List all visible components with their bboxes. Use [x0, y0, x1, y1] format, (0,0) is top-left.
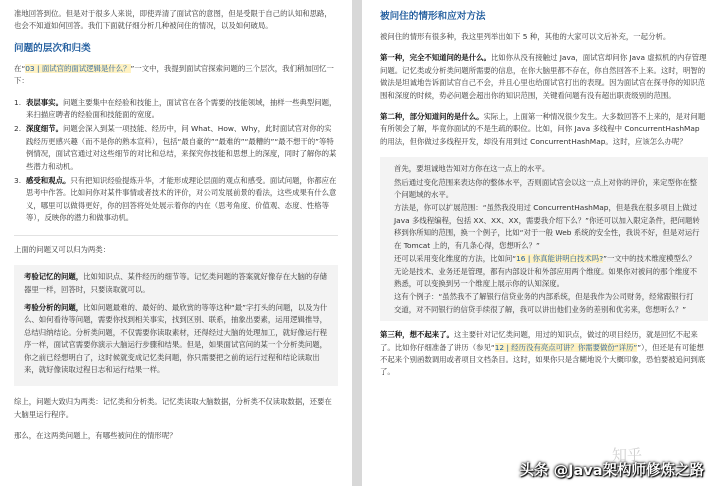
- right-page: [362, 0, 720, 486]
- card-paragraph: 考验记忆的问题，比如知识点、某件经历的细节等。记忆类问题的答案就好像存在大脑的存储器里一样，回答时，只要读取就可以。: [24, 272, 328, 294]
- list-number: 2.: [14, 124, 22, 134]
- background-watermark: 知乎: [612, 446, 643, 464]
- quote-paragraph: 还可以采用变化维度的方法，比如问“16 | 你真能讲明白技术吗?”一文中的技术维度模型么？无论是技术、业务还是管理，都有内部设计和外部应用两个维度。如果你对被问的那个维度不熟悉，可以变换到另一个维度上展示你的认知深度。: [394, 254, 698, 288]
- quote-block: [380, 157, 708, 321]
- paragraph: 在“03 | 面试官的面试逻辑是什么？”一文中，我提到面试官探索问题的三个层次，我们稍加回忆一下：: [14, 63, 334, 86]
- card-paragraph: 考验分析的问题，比如问题最难的、最好的、最欣赏的等等这种“最”字打头的问题，以及为什么、如何看待等问题，需要你找到相关事实，找到区别、联系，抽象出要素，运用逻辑推导，总结归纳结论。分析类问题，不仅需要你读取素材，还得经过大脑的处理加工，就好像运行程序一样，面试官需要你演示大脑运行步骤和结果。但是，如果面试官问的某一个分析类问题，你之前已经想明白了，这时候就变成记忆类问题，你只需要把之前的运行过程和结论读取出来，就好像读取过程日志和运行结果一样。: [24, 302, 328, 374]
- paragraph: 第三种，想不起来了。这主要针对记忆类问题，用过的知识点，做过的项目经历，就是回忆不起来了。比如你仔细准备了讲历（参见“12 | 经历没有亮点可讲？你需要做份“详历””），但还是有可能想不起来个别函数调用或者项目文档条目。这时，如果你只是含糊地说个大概印象，恐怕要被追问到底了。: [380, 330, 706, 377]
- intro-paragraph: 准地回答到位。但是对于很多人来说，即使弄清了面试官的意图，但是受限于自己的认知和思路，也会不知道如何回答。我们下面就仔细分析几种被问住的情况，以及如何破局。: [14, 9, 332, 31]
- section-heading: 问题的层次和归类: [14, 42, 91, 54]
- list-item-label: 表层事实。: [26, 97, 63, 107]
- list-item-text: 只有把知识经验提炼升华，才能形成理论层面的观点和感受。面试问题，你都应在思考中作答。比如问你对某件事情或者技术的评价，对公司发展前景的看法，这些成果有什么意义，哪里可以做得更好，你的回答将处处展示着你的内在（思考角度、价值观、态度、性格等等），反映你的潜力和做事动机。: [26, 176, 337, 223]
- list-item: [14, 123, 338, 173]
- article-link[interactable]: 12 | 经历没有亮点可讲？你需要做份“详历”: [494, 342, 638, 352]
- paragraph: 那么，在这两类问题上，有哪些被问住的情形呢？: [14, 431, 177, 441]
- page-gap: [352, 0, 362, 486]
- numbered-list: [14, 97, 338, 225]
- highlight-card: [14, 265, 338, 386]
- intro-paragraph: 被问住的情形有很多种，我这里列举出如下 5 种，其他的大家可以文后补充，一起分析。: [380, 32, 671, 41]
- list-item: [14, 175, 338, 225]
- article-link[interactable]: 03 | 面试官的面试逻辑是什么？: [25, 63, 131, 73]
- paragraph: 上面的问题又可以归为两类：: [14, 244, 111, 254]
- left-page: [0, 0, 352, 486]
- source-watermark: 头条 @Java架构师修炼之路: [519, 463, 704, 479]
- list-item: [14, 97, 338, 122]
- quote-paragraph: 首先，要坦诚地告知对方你在这一点上的水平。: [394, 164, 550, 174]
- list-item-text: 问题会深入到某一项技能、经历中，问 What、How、Why，此时面试官对你的实践经历更感兴趣（而不是你的熟本宣科），包括“最自豪的”“最难的”“最糟的”“最不想干的”等特例情况，面试官通过对这些细节的对比和总结，来探究你技能和思想上的深度，同时了解你的某些潜力和动机。: [26, 124, 337, 171]
- list-item-label: 深度细节。: [26, 124, 63, 134]
- quote-paragraph: 这有个例子：“虽然我不了解银行信贷业务的内部系统，但是我作为公司财务，经常跟银行打交道，对不同银行的信贷手续很了解，我可以讲出他们业务的差别和优劣来，您想听么？”: [394, 292, 694, 314]
- paragraph: 第二种，部分知道问的是什么。实际上，上面第一种情况很少发生。大多数回答不上来的，是对问题有所领会了解，毕竟你面试的不是生疏的职位。比如，问你 Java 多线程中 ConcurrentHashMap 的用法，但你做过多线程开发，却没有用到过 ConcurrentHashMap。这时，应该怎么办呢？: [380, 112, 706, 146]
- article-link[interactable]: 16 | 你真能讲明白技术吗?: [516, 254, 604, 264]
- divider: [14, 235, 338, 236]
- quote-paragraph: 然后通过变化范围来表达你的整体水平，否则面试官会以这一点上对你的评价，来定型你在整个问题域的水平。: [394, 177, 698, 200]
- quote-paragraph: 方法是，你可以扩展范围：“虽然我没用过 ConcurrentHashMap，但是我在很多项目上做过 Java 多线程编程，包括 XX、XX、XX，需要我介绍下么？”你还可以加入限定条件，把问题转移到你所知的范围，换一个例子，比如“对于一般 Web 系统的安全性，我说不好，但是对运行在 Tomcat 上的，有几条心得，您想听么？”: [394, 203, 700, 250]
- paragraph: 第一种，完全不知道问的是什么。比如你从没有接触过 Java，面试官却问你 Java 虚拟机的内存管理问题。记忆类或分析类问题所需要的信息，在你大脑里都不存在，你自然回答不上来。这时，明智的做法是坦诚地告诉面试官自己不会，并且心里也给面试官打出的表现。因为面试官在探寻你的知识范围和深度的时候，势必问题会超出你的知识范围，关键看问题有没有超出职责级别的范围。: [380, 53, 707, 100]
- list-number: 3.: [14, 176, 22, 186]
- paragraph: 综上，问题大致归为两类：记忆类和分析类。记忆类读取大脑数据，分析类不仅读取数据，还要在大脑里运行程序。: [14, 397, 332, 419]
- section-heading: 被问住的情形和应对方法: [380, 11, 486, 22]
- list-item-label: 感受和观点。: [26, 176, 71, 186]
- list-number: 1.: [14, 97, 22, 107]
- list-item-text: 问题主要集中在经验和技能上，面试官在各个需要的技能领域，抽样一些典型问题，来扫描应聘者的经验面和技能面的宽度。: [26, 97, 337, 120]
